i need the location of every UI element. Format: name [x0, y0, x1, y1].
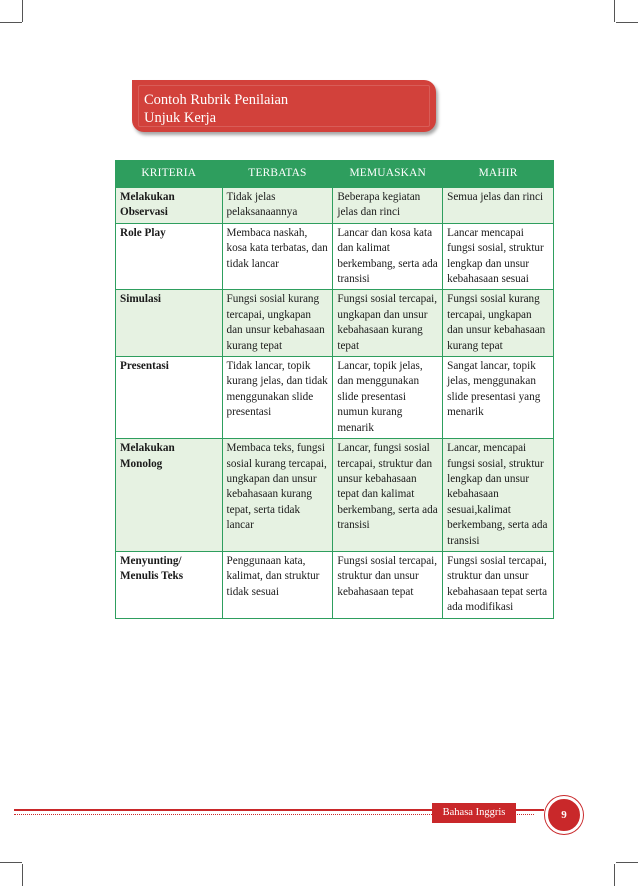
crop-mark: [22, 0, 23, 22]
table-header-row: [116, 161, 554, 188]
table-row: [116, 439, 554, 552]
header-kriteria: KRITERIA: [116, 161, 223, 188]
cell-mahir: Lancar, mencapai fungsi sosial, struktur lengkap dan unsur kebahasaan sesuai,kalimat berkembang, serta ada transisi: [443, 439, 554, 552]
cell-terbatas: Membaca teks, fungsi sosial kurang tercapai, ungkapan dan unsur kebahasaan kurang tepat, serta tidak lancar: [222, 439, 333, 552]
cell-mahir: Fungsi sosial tercapai, struktur dan unsur kebahasaan tepat serta ada modifikasi: [443, 551, 554, 618]
cell-kriteria: Menyunting/ Menulis Teks: [116, 551, 223, 618]
section-title-banner: [132, 80, 436, 132]
table-row: [116, 223, 554, 290]
cell-kriteria: Presentasi: [116, 357, 223, 439]
cell-kriteria: Role Play: [116, 223, 223, 290]
cell-kriteria: Simulasi: [116, 290, 223, 357]
cell-memuaskan: Lancar dan kosa kata dan kalimat berkembang, serta ada transisi: [333, 223, 443, 290]
cell-mahir: Lancar mencapai fungsi sosial, struktur lengkap dan unsur kebahasaan sesuai: [443, 223, 554, 290]
table-row: [116, 357, 554, 439]
crop-mark: [614, 864, 615, 886]
crop-mark: [616, 862, 638, 863]
cell-mahir: Semua jelas dan rinci: [443, 188, 554, 224]
section-title: [144, 91, 288, 127]
cell-memuaskan: Beberapa kegiatan jelas dan rinci: [333, 188, 443, 224]
header-memuaskan: MEMUASKAN: [333, 161, 443, 188]
crop-mark: [0, 22, 22, 23]
section-title-line-2: Unjuk Kerja: [144, 110, 217, 126]
rubric-table: [115, 160, 554, 619]
cell-mahir: Sangat lancar, topik jelas, menggunakan slide presentasi yang menarik: [443, 357, 554, 439]
cell-terbatas: Tidak lancar, topik kurang jelas, dan tidak menggunakan slide presentasi: [222, 357, 333, 439]
cell-terbatas: Fungsi sosial kurang tercapai, ungkapan dan unsur kebahasaan kurang tepat: [222, 290, 333, 357]
cell-memuaskan: Lancar, topik jelas, dan menggunakan slide presentasi numun kurang menarik: [333, 357, 443, 439]
cell-kriteria: Melakukan Monolog: [116, 439, 223, 552]
cell-terbatas: Penggunaan kata, kalimat, dan struktur tidak sesuai: [222, 551, 333, 618]
cell-kriteria: Melakukan Observasi: [116, 188, 223, 224]
table-row: [116, 290, 554, 357]
section-title-line-1: Contoh Rubrik Penilaian: [144, 92, 289, 108]
cell-terbatas: Tidak jelas pelaksanaannya: [222, 188, 333, 224]
header-mahir: MAHIR: [443, 161, 554, 188]
header-terbatas: TERBATAS: [222, 161, 333, 188]
cell-memuaskan: Lancar, fungsi sosial tercapai, struktur dan unsur kebahasaan tepat dan kalimat berkembang, serta ada transisi: [333, 439, 443, 552]
book-title-label: Bahasa Inggris: [432, 803, 516, 823]
table-row: [116, 551, 554, 618]
crop-mark: [22, 864, 23, 886]
cell-mahir: Fungsi sosial kurang tercapai, ungkapan dan unsur kebahasaan kurang tepat: [443, 290, 554, 357]
crop-mark: [0, 862, 22, 863]
crop-mark: [616, 22, 638, 23]
cell-memuaskan: Fungsi sosial tercapai, ungkapan dan unsur kebahasaan kurang tepat: [333, 290, 443, 357]
crop-mark: [614, 0, 615, 22]
cell-terbatas: Membaca naskah, kosa kata terbatas, dan tidak lancar: [222, 223, 333, 290]
page-number: 9: [545, 796, 583, 834]
cell-memuaskan: Fungsi sosial tercapai, struktur dan unsur kebahasaan tepat: [333, 551, 443, 618]
table-row: [116, 188, 554, 224]
